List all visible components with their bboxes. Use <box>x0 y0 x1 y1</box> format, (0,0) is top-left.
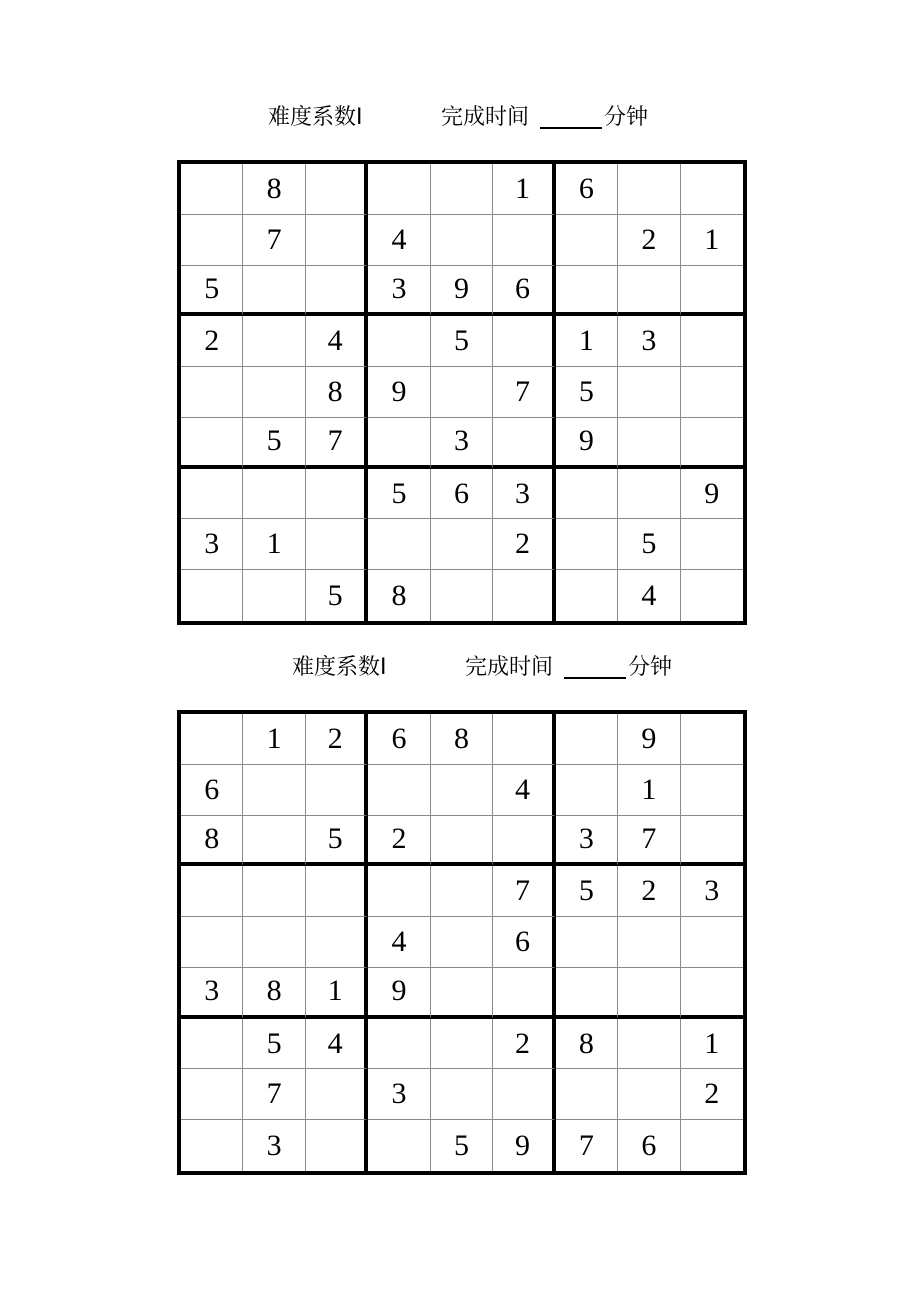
sudoku-cell[interactable] <box>431 519 493 570</box>
sudoku-cell[interactable] <box>556 469 618 520</box>
sudoku-cell[interactable] <box>431 968 493 1019</box>
sudoku-cell[interactable] <box>306 1069 368 1120</box>
sudoku-cell: 7 <box>306 418 368 469</box>
sudoku-cell: 8 <box>368 570 430 621</box>
sudoku-cell: 4 <box>493 765 555 816</box>
sudoku-cell[interactable] <box>431 1019 493 1070</box>
puzzle-2-heading <box>0 648 920 688</box>
sudoku-cell[interactable] <box>681 570 743 621</box>
sudoku-cell[interactable] <box>368 164 430 215</box>
sudoku-cell: 6 <box>556 164 618 215</box>
sudoku-cell: 7 <box>493 367 555 418</box>
sudoku-cell: 7 <box>243 1069 305 1120</box>
sudoku-cell[interactable] <box>306 1120 368 1171</box>
sudoku-cell: 3 <box>243 1120 305 1171</box>
sudoku-cell[interactable] <box>681 367 743 418</box>
sudoku-cell[interactable] <box>243 316 305 367</box>
sudoku-cell: 4 <box>306 316 368 367</box>
sudoku-cell[interactable] <box>681 968 743 1019</box>
sudoku-cell: 4 <box>306 1019 368 1070</box>
sudoku-cell[interactable] <box>306 266 368 317</box>
sudoku-cell: 7 <box>556 1120 618 1171</box>
sudoku-cell: 9 <box>431 266 493 317</box>
sudoku-cell[interactable] <box>181 1019 243 1070</box>
sudoku-cell[interactable] <box>681 418 743 469</box>
sudoku-cell[interactable] <box>243 866 305 917</box>
sudoku-grid-1 <box>177 160 747 625</box>
sudoku-cell: 3 <box>181 968 243 1019</box>
sudoku-cell: 2 <box>493 1019 555 1070</box>
sudoku-cell[interactable] <box>243 367 305 418</box>
sudoku-cell: 3 <box>368 266 430 317</box>
sudoku-cell: 5 <box>556 367 618 418</box>
sudoku-cell: 5 <box>306 570 368 621</box>
sudoku-cell[interactable] <box>493 570 555 621</box>
sudoku-cell[interactable] <box>681 519 743 570</box>
sudoku-cell[interactable] <box>431 164 493 215</box>
sudoku-cell[interactable] <box>306 469 368 520</box>
sudoku-cell[interactable] <box>556 266 618 317</box>
puzzle-1-heading <box>0 98 920 138</box>
sudoku-cell[interactable] <box>243 816 305 867</box>
sudoku-cell: 9 <box>681 469 743 520</box>
sudoku-cell: 5 <box>243 418 305 469</box>
sudoku-cell[interactable] <box>556 215 618 266</box>
sudoku-cell[interactable] <box>431 215 493 266</box>
sudoku-cell[interactable] <box>306 519 368 570</box>
sudoku-cell[interactable] <box>493 215 555 266</box>
sudoku-cell: 9 <box>556 418 618 469</box>
sudoku-cell: 9 <box>493 1120 555 1171</box>
sudoku-cell: 8 <box>556 1019 618 1070</box>
sudoku-cell: 6 <box>493 917 555 968</box>
minutes-label: 分钟 <box>604 105 649 130</box>
sudoku-cell[interactable] <box>431 570 493 621</box>
sudoku-cell: 3 <box>681 866 743 917</box>
sudoku-cell: 2 <box>681 1069 743 1120</box>
sudoku-cell[interactable] <box>681 1120 743 1171</box>
sudoku-cell[interactable] <box>181 418 243 469</box>
sudoku-cell: 8 <box>243 968 305 1019</box>
sudoku-cell[interactable] <box>431 816 493 867</box>
sudoku-cell[interactable] <box>306 164 368 215</box>
sudoku-cell: 1 <box>243 714 305 765</box>
sudoku-cell[interactable] <box>181 469 243 520</box>
sudoku-cell: 1 <box>556 316 618 367</box>
sudoku-cell: 7 <box>618 816 680 867</box>
sudoku-cell: 9 <box>368 367 430 418</box>
sudoku-cell: 1 <box>243 519 305 570</box>
sudoku-cell[interactable] <box>181 1069 243 1120</box>
sudoku-cell: 5 <box>431 316 493 367</box>
difficulty-label: 难度系数Ⅰ <box>268 105 363 130</box>
sudoku-cell[interactable] <box>243 917 305 968</box>
sudoku-cell[interactable] <box>243 266 305 317</box>
sudoku-cell: 2 <box>181 316 243 367</box>
sudoku-cell: 8 <box>181 816 243 867</box>
sudoku-cell: 6 <box>431 469 493 520</box>
completion-time-label: 完成时间 <box>441 105 530 130</box>
sudoku-cell[interactable] <box>618 164 680 215</box>
sudoku-cell[interactable] <box>556 714 618 765</box>
sudoku-cell: 5 <box>556 866 618 917</box>
sudoku-cell[interactable] <box>181 714 243 765</box>
minutes-label: 分钟 <box>628 655 673 680</box>
sudoku-cell: 2 <box>368 816 430 867</box>
sudoku-cell: 6 <box>181 765 243 816</box>
sudoku-cell[interactable] <box>243 765 305 816</box>
sudoku-cell[interactable] <box>243 469 305 520</box>
sudoku-cell[interactable] <box>431 1069 493 1120</box>
sudoku-cell[interactable] <box>368 765 430 816</box>
sudoku-cell: 5 <box>368 469 430 520</box>
sudoku-cell[interactable] <box>181 1120 243 1171</box>
sudoku-cell[interactable] <box>181 215 243 266</box>
sudoku-cell: 5 <box>181 266 243 317</box>
sudoku-grid-2 <box>177 710 747 1175</box>
sudoku-cell[interactable] <box>306 765 368 816</box>
sudoku-cell[interactable] <box>493 316 555 367</box>
sudoku-cell[interactable] <box>681 714 743 765</box>
sudoku-cell[interactable] <box>306 215 368 266</box>
sudoku-cell[interactable] <box>431 917 493 968</box>
sudoku-cell: 2 <box>493 519 555 570</box>
sudoku-cell[interactable] <box>618 1069 680 1120</box>
sudoku-cell[interactable] <box>618 917 680 968</box>
sudoku-cell[interactable] <box>681 917 743 968</box>
sudoku-cell: 1 <box>681 215 743 266</box>
sudoku-cell: 1 <box>618 765 680 816</box>
sudoku-cell[interactable] <box>368 316 430 367</box>
sudoku-cell: 5 <box>243 1019 305 1070</box>
sudoku-cell[interactable] <box>556 1069 618 1120</box>
sudoku-cell: 6 <box>368 714 430 765</box>
sudoku-cell[interactable] <box>181 164 243 215</box>
sudoku-cell: 5 <box>306 816 368 867</box>
sudoku-cell[interactable] <box>493 1069 555 1120</box>
sudoku-cell: 8 <box>243 164 305 215</box>
sudoku-cell: 3 <box>181 519 243 570</box>
sudoku-cell[interactable] <box>181 367 243 418</box>
sudoku-cell[interactable] <box>618 418 680 469</box>
sudoku-cell[interactable] <box>431 367 493 418</box>
sudoku-cell[interactable] <box>618 1019 680 1070</box>
sudoku-cell[interactable] <box>681 266 743 317</box>
sudoku-cell[interactable] <box>306 866 368 917</box>
sudoku-cell[interactable] <box>181 570 243 621</box>
sudoku-cell[interactable] <box>493 816 555 867</box>
sudoku-cell: 5 <box>431 1120 493 1171</box>
sudoku-cell[interactable] <box>493 968 555 1019</box>
sudoku-cell: 2 <box>306 714 368 765</box>
sudoku-cell[interactable] <box>556 968 618 1019</box>
sudoku-cell[interactable] <box>556 917 618 968</box>
sudoku-cell[interactable] <box>368 1019 430 1070</box>
sudoku-cell[interactable] <box>493 714 555 765</box>
sudoku-cell: 8 <box>431 714 493 765</box>
sudoku-cell: 3 <box>431 418 493 469</box>
sudoku-cell: 7 <box>243 215 305 266</box>
sudoku-cell[interactable] <box>431 866 493 917</box>
sudoku-cell[interactable] <box>556 519 618 570</box>
sudoku-cell: 6 <box>493 266 555 317</box>
sudoku-cell: 8 <box>306 367 368 418</box>
sudoku-cell[interactable] <box>368 866 430 917</box>
sudoku-cell[interactable] <box>306 917 368 968</box>
sudoku-cell: 4 <box>618 570 680 621</box>
sudoku-cell[interactable] <box>618 367 680 418</box>
sudoku-cell[interactable] <box>243 570 305 621</box>
sudoku-cell: 6 <box>618 1120 680 1171</box>
sudoku-cell: 2 <box>618 215 680 266</box>
sudoku-cell[interactable] <box>368 519 430 570</box>
sudoku-cell[interactable] <box>368 418 430 469</box>
sudoku-cell: 1 <box>306 968 368 1019</box>
difficulty-label: 难度系数Ⅰ <box>292 655 387 680</box>
time-blank-line <box>564 651 626 679</box>
sudoku-cell[interactable] <box>681 164 743 215</box>
sudoku-cell: 3 <box>493 469 555 520</box>
sudoku-cell[interactable] <box>431 765 493 816</box>
sudoku-cell[interactable] <box>181 866 243 917</box>
sudoku-cell: 9 <box>618 714 680 765</box>
sudoku-cell[interactable] <box>681 316 743 367</box>
sudoku-cell[interactable] <box>681 765 743 816</box>
sudoku-cell[interactable] <box>368 1120 430 1171</box>
sudoku-cell[interactable] <box>681 816 743 867</box>
sudoku-cell: 3 <box>556 816 618 867</box>
sudoku-cell: 3 <box>618 316 680 367</box>
sudoku-cell[interactable] <box>181 917 243 968</box>
sudoku-cell: 2 <box>618 866 680 917</box>
sudoku-cell[interactable] <box>556 765 618 816</box>
sudoku-cell: 4 <box>368 917 430 968</box>
sudoku-cell: 7 <box>493 866 555 917</box>
sudoku-cell: 1 <box>681 1019 743 1070</box>
sudoku-cell[interactable] <box>618 469 680 520</box>
sudoku-cell: 9 <box>368 968 430 1019</box>
sudoku-cell[interactable] <box>618 968 680 1019</box>
completion-time-label: 完成时间 <box>465 655 554 680</box>
sudoku-cell[interactable] <box>556 570 618 621</box>
sudoku-cell: 5 <box>618 519 680 570</box>
sudoku-cell: 1 <box>493 164 555 215</box>
sudoku-cell[interactable] <box>618 266 680 317</box>
sudoku-cell[interactable] <box>493 418 555 469</box>
sudoku-cell: 4 <box>368 215 430 266</box>
sudoku-cell: 3 <box>368 1069 430 1120</box>
time-blank-line <box>540 101 602 129</box>
